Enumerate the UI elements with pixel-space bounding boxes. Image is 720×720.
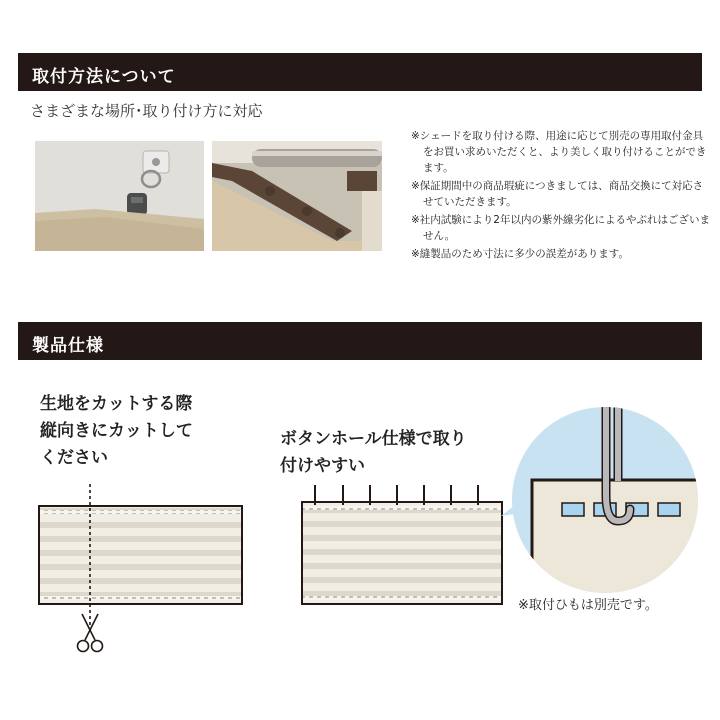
- mounting-subtitle: さまざまな場所･取り付け方に対応: [30, 102, 263, 120]
- note-item: ※縫製品のため寸法に多少の誤差があります。: [411, 248, 629, 260]
- scissors-icon: [78, 614, 103, 652]
- note-item: ※社内試験により2年以内の紫外線劣化によるやぶれはございません。: [411, 214, 710, 242]
- buttonhole-line: ボタンホール仕様で取り: [280, 429, 467, 449]
- photo-pole-mount: [212, 141, 382, 251]
- cut-line: 生地をカットする際: [40, 394, 193, 414]
- fabric-panel-left: [39, 506, 242, 604]
- zoom-detail: [501, 400, 715, 620]
- buttonhole-line: 付けやすい: [280, 456, 365, 476]
- photo-wall-hook: [35, 141, 204, 251]
- section-title-mounting: 取付方法について: [32, 67, 176, 87]
- section-header-specs: [18, 322, 702, 360]
- cut-diagram: [20, 480, 280, 660]
- section-title-specs: 製品仕様: [32, 336, 104, 356]
- string-sold-separately-note: ※取付ひもは別売です。: [518, 598, 658, 613]
- cut-instruction: [40, 391, 193, 472]
- section-header-mounting: [18, 53, 702, 91]
- notes-list: [411, 128, 711, 264]
- cut-line: ください: [40, 448, 108, 468]
- buttonhole-diagram: [285, 395, 715, 625]
- cut-line: 縦向きにカットして: [40, 421, 193, 441]
- fabric-panel-right: [302, 502, 502, 604]
- note-item: ※シェードを取り付ける際、用途に応じて別売の専用取付金具をお買い求めいただくと、より美しく取り付けることができます。: [411, 130, 707, 174]
- note-item: ※保証期間中の商品瑕疵につきましては、商品交換にて対応させていただきます。: [411, 180, 704, 208]
